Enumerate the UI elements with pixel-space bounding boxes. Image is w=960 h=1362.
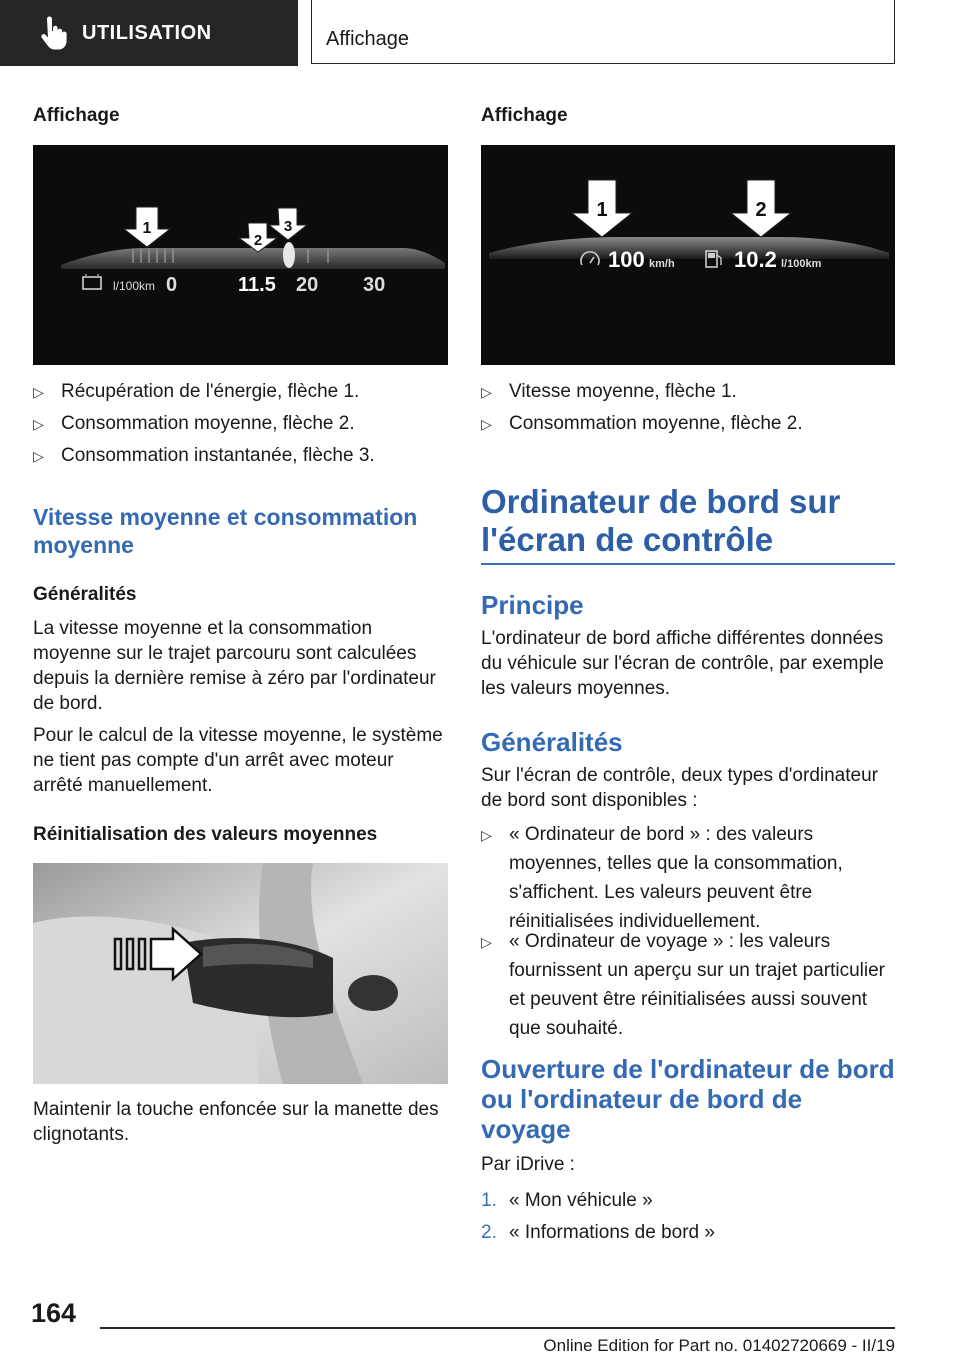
topic-title: Affichage [326,28,410,50]
section-tab [0,0,298,66]
arrow-label-1: 1 [596,199,608,221]
display-figure-2 [481,145,895,365]
subheading-general: Généralités [33,584,137,605]
list-item: ▷ Vitesse moyenne, flèche 1. [481,381,737,402]
heading-principle: Principe [481,590,584,620]
paragraph: Pour le calcul de la vitesse moyenne, le système ne tient pas compte d'un arrêt avec moteur arrêté manuellement. [33,725,443,796]
page-title: Ordinateur de bord sur l'écran de contrôle [481,483,841,558]
subheading-reset: Réinitialisation des valeurs moyennes [33,824,378,845]
list-item: ▷ Récupération de l'énergie, flèche 1. [33,381,360,402]
fig2-speed: 100 [608,247,645,272]
list-item: ▷ Consommation moyenne, flèche 2. [481,413,803,434]
paragraph: Sur l'écran de contrôle, deux types d'ordinateur de bord sont disponibles : [481,765,878,811]
heading-general: Généralités [481,727,623,757]
heading-opening: Ouverture de l'ordinateur de bord ou l'ordinateur de bord de voyage [481,1054,895,1144]
footer-rule [100,1327,895,1329]
instrument-display-graphic [33,145,448,365]
page-number: 164 [31,1298,77,1328]
fig1-scale-20: 20 [296,274,319,296]
fig2-speed-unit: km/h [649,258,675,270]
fig2-consumption: 10.2 [734,247,777,272]
fig2-consumption-unit: l/100km [781,258,822,270]
arrow-label-1: 1 [142,220,152,237]
battery-icon [83,274,101,289]
list-item: ▷ « Ordinateur de bord » : des valeurs moyennes, telles que la consommation, s'affichent. Les valeurs peuvent être réinitialisées individuellement. [481,824,843,932]
arrow-label-3: 3 [283,218,293,235]
figure-caption-1: Affichage [33,105,120,126]
list-item: ▷ Consommation moyenne, flèche 2. [33,413,355,434]
list-item: ▷ « Ordinateur de voyage » : les valeurs fournissent un aperçu sur un trajet particulier et peuvent être réinitialisées aussi souvent que souhaité. [481,931,885,1039]
arrow-label-2: 2 [253,232,263,249]
display-figure-1 [33,145,448,365]
fig1-scale-0: 0 [166,274,178,296]
hand-pointer-icon [38,16,68,50]
fig1-unit: l/100km [113,279,156,293]
edition-note: Online Edition for Part no. 01402720669 - II/19 [543,1336,895,1355]
arrow-label-2: 2 [755,199,767,221]
fig1-scale-current: 11.5 [238,274,276,296]
stalk-figure [33,863,448,1084]
heading-speed-consumption: Vitesse moyenne et consommation moyenne [33,504,418,558]
fig1-scale-30: 30 [363,274,386,296]
paragraph: La vitesse moyenne et la consommation moyenne sur le trajet parcouru sont calculées depuis la dernière remise à zéro par l'ordinateur de bord. [33,618,436,714]
topic-box [311,0,895,64]
paragraph: Maintenir la touche enfoncée sur la manette des clignotants. [33,1099,439,1145]
figure-caption-2: Affichage [481,105,568,126]
paragraph: Par iDrive : [481,1154,575,1175]
title-rule [481,563,895,565]
average-values-display-graphic [481,145,895,365]
turn-signal-stalk-graphic [33,863,448,1084]
paragraph: L'ordinateur de bord affiche différentes données du véhicule sur l'écran de contrôle, par exemple les valeurs moyennes. [481,628,884,699]
section-title: UTILISATION [82,21,212,44]
list-item: ▷ Consommation instantanée, flèche 3. [33,445,375,466]
